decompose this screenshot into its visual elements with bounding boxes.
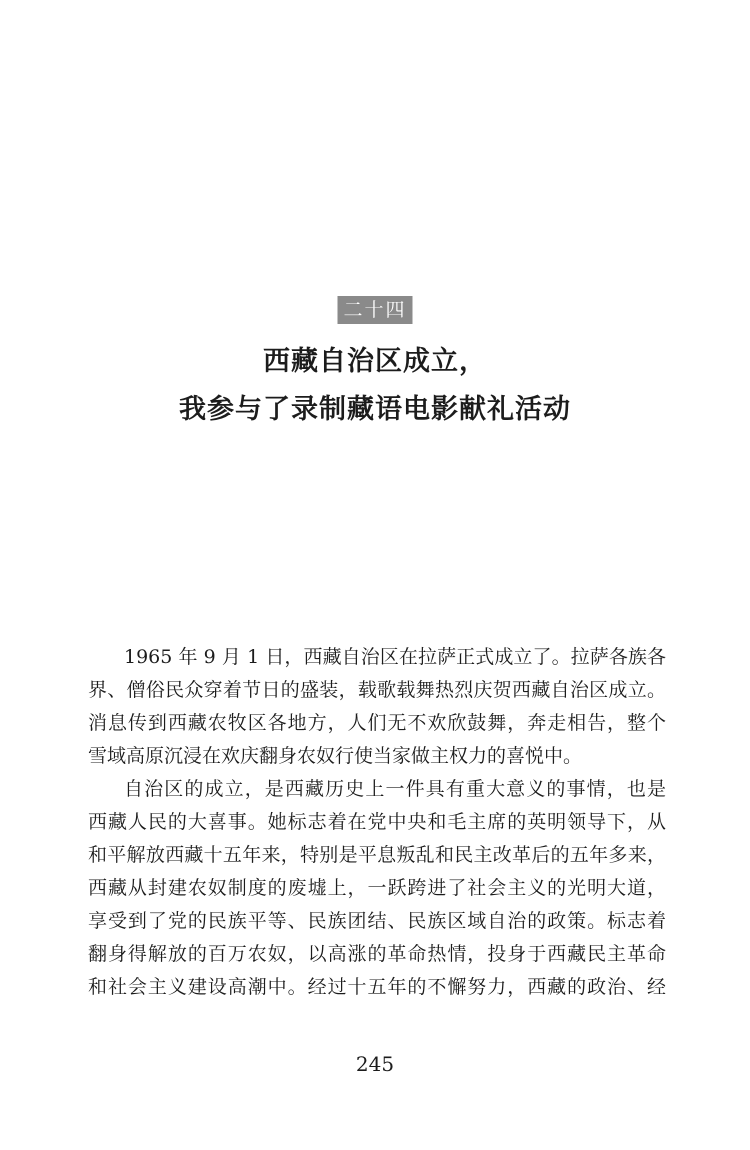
text-line: 界、僧俗民众穿着节日的盛装，载歌载舞热烈庆贺西藏自治区成立。 <box>88 679 666 701</box>
text-line: 消息传到西藏农牧区各地方，人们无不欢欣鼓舞，奔走相告，整个 <box>88 712 666 734</box>
text-line: 1965 年 9 月 1 日，西藏自治区在拉萨正式成立了。拉萨各族各 <box>124 646 666 668</box>
text-line: 西藏人民的大喜事。她标志着在党中央和毛主席的英明领导下，从 <box>88 811 666 833</box>
text-line: 和平解放西藏十五年来，特别是平息叛乱和民主改革后的五年多来， <box>88 844 666 866</box>
chapter-title-line-2: 我参与了录制藏语电影献礼活动 <box>179 394 571 425</box>
text-line: 和社会主义建设高潮中。经过十五年的不懈努力，西藏的政治、经 <box>88 976 666 998</box>
body-text <box>88 641 666 1004</box>
chapter-title-line-1: 西藏自治区成立， <box>263 346 487 377</box>
text-line: 自治区的成立，是西藏历史上一件具有重大意义的事情，也是 <box>124 778 666 800</box>
text-line: 西藏从封建农奴制度的废墟上，一跃跨进了社会主义的光明大道， <box>88 877 666 899</box>
text-line: 雪域高原沉浸在欢庆翻身农奴行使当家做主权力的喜悦中。 <box>88 745 583 767</box>
paragraph-1 <box>88 641 666 773</box>
text-line: 享受到了党的民族平等、民族团结、民族区域自治的政策。标志着 <box>88 910 666 932</box>
paragraph-2 <box>88 773 666 1004</box>
text-line: 翻身得解放的百万农奴，以高涨的革命热情，投身于西藏民主革命 <box>88 943 666 965</box>
chapter-title <box>0 338 750 434</box>
page-number: 245 <box>355 1052 395 1076</box>
chapter-number-badge: 二十四 <box>337 296 412 324</box>
